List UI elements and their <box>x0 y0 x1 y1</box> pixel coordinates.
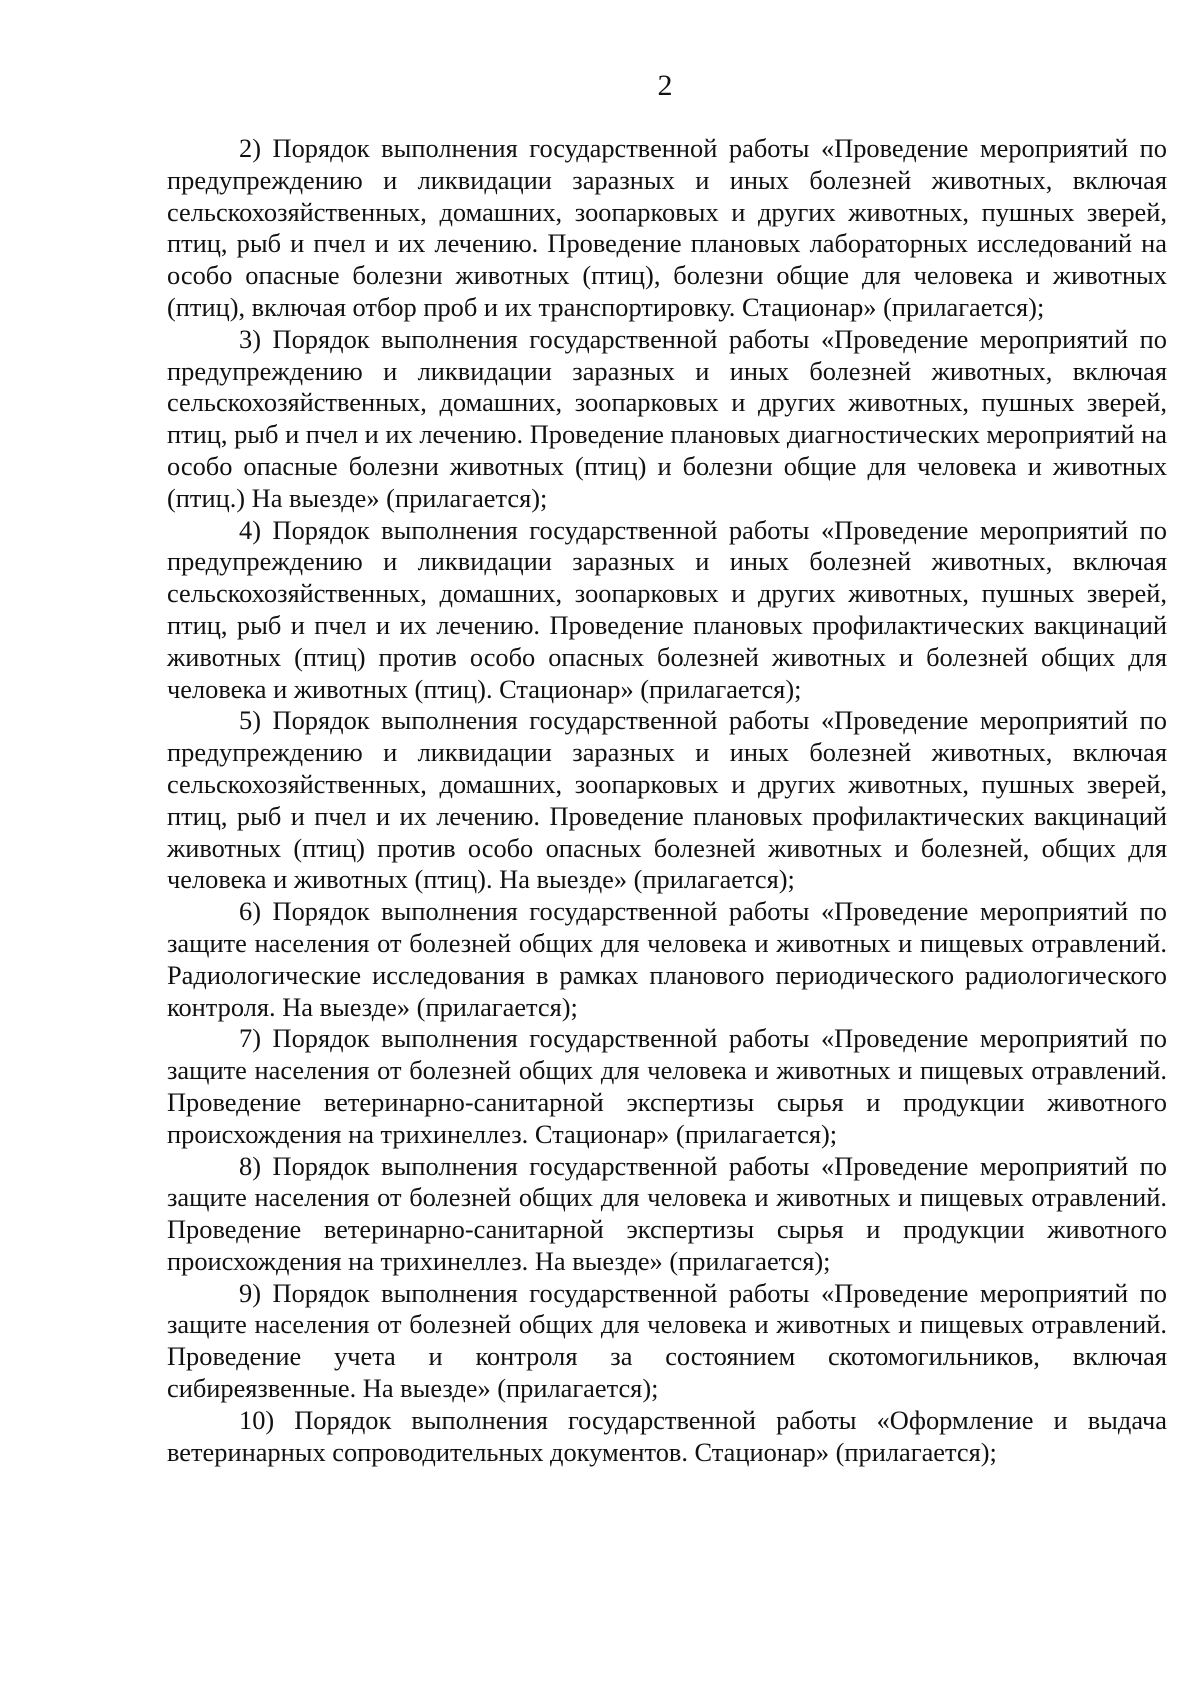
list-item: 3) Порядок выполнения государственной работы «Проведение мероприятий по предупреждению и ликвидации заразных и иных болезней животных, включая сельскохозяйственных, домашних, зоопарковых и других животных, пушных зверей, птиц, рыб и пчел и их лечению. Проведение плановых диагностических мероприятий на особо опасные болезни животных (птиц) и болезни общие для человека и животных (птиц.) На выезде» (прилагается); <box>167 323 1167 513</box>
document-body <box>167 133 1167 1468</box>
list-item: 10) Порядок выполнения государственной работы «Оформление и выдача ветеринарных сопроводительных документов. Стационар» (прилагается); <box>167 1404 1167 1467</box>
list-item: 5) Порядок выполнения государственной работы «Проведение мероприятий по предупреждению и ликвидации заразных и иных болезней животных, включая сельскохозяйственных, домашних, зоопарковых и других животных, пушных зверей, птиц, рыб и пчел и их лечению. Проведение плановых профилактических вакцинаций животных (птиц) против особо опасных болезней животных и болезней, общих для человека и животных (птиц). На выезде» (прилагается); <box>167 705 1167 895</box>
list-item: 6) Порядок выполнения государственной работы «Проведение мероприятий по защите населения от болезней общих для человека и животных и пищевых отравлений. Радиологические исследования в рамках планового периодического радиологического контроля. На выезде» (прилагается); <box>167 896 1167 1022</box>
list-item: 4) Порядок выполнения государственной работы «Проведение мероприятий по предупреждению и ликвидации заразных и иных болезней животных, включая сельскохозяйственных, домашних, зоопарковых и других животных, пушных зверей, птиц, рыб и пчел и их лечению. Проведение плановых профилактических вакцинаций животных (птиц) против особо опасных болезней животных и болезней общих для человека и животных (птиц). Стационар» (прилагается); <box>167 514 1167 704</box>
list-item: 8) Порядок выполнения государственной работы «Проведение мероприятий по защите населения от болезней общих для человека и животных и пищевых отравлений. Проведение ветеринарно-санитарной экспертизы сырья и продукции животного происхождения на трихинеллез. На выезде» (прилагается); <box>167 1150 1167 1276</box>
list-item: 7) Порядок выполнения государственной работы «Проведение мероприятий по защите населения от болезней общих для человека и животных и пищевых отравлений. Проведение ветеринарно-санитарной экспертизы сырья и продукции животного происхождения на трихинеллез. Стационар» (прилагается); <box>167 1023 1167 1149</box>
list-item: 2) Порядок выполнения государственной работы «Проведение мероприятий по предупреждению и ликвидации заразных и иных болезней животных, включая сельскохозяйственных, домашних, зоопарковых и других животных, пушных зверей, птиц, рыб и пчел и их лечению. Проведение плановых лабораторных исследований на особо опасные болезни животных (птиц), болезни общие для человека и животных (птиц), включая отбор проб и их транспортировку. Стационар» (прилагается); <box>167 133 1167 322</box>
list-item: 9) Порядок выполнения государственной работы «Проведение мероприятий по защите населения от болезней общих для человека и животных и пищевых отравлений. Проведение учета и контроля за состоянием скотомогильников, включая сибиреязвенные. На выезде» (прилагается); <box>167 1277 1167 1404</box>
page-number: 2 <box>657 69 673 102</box>
